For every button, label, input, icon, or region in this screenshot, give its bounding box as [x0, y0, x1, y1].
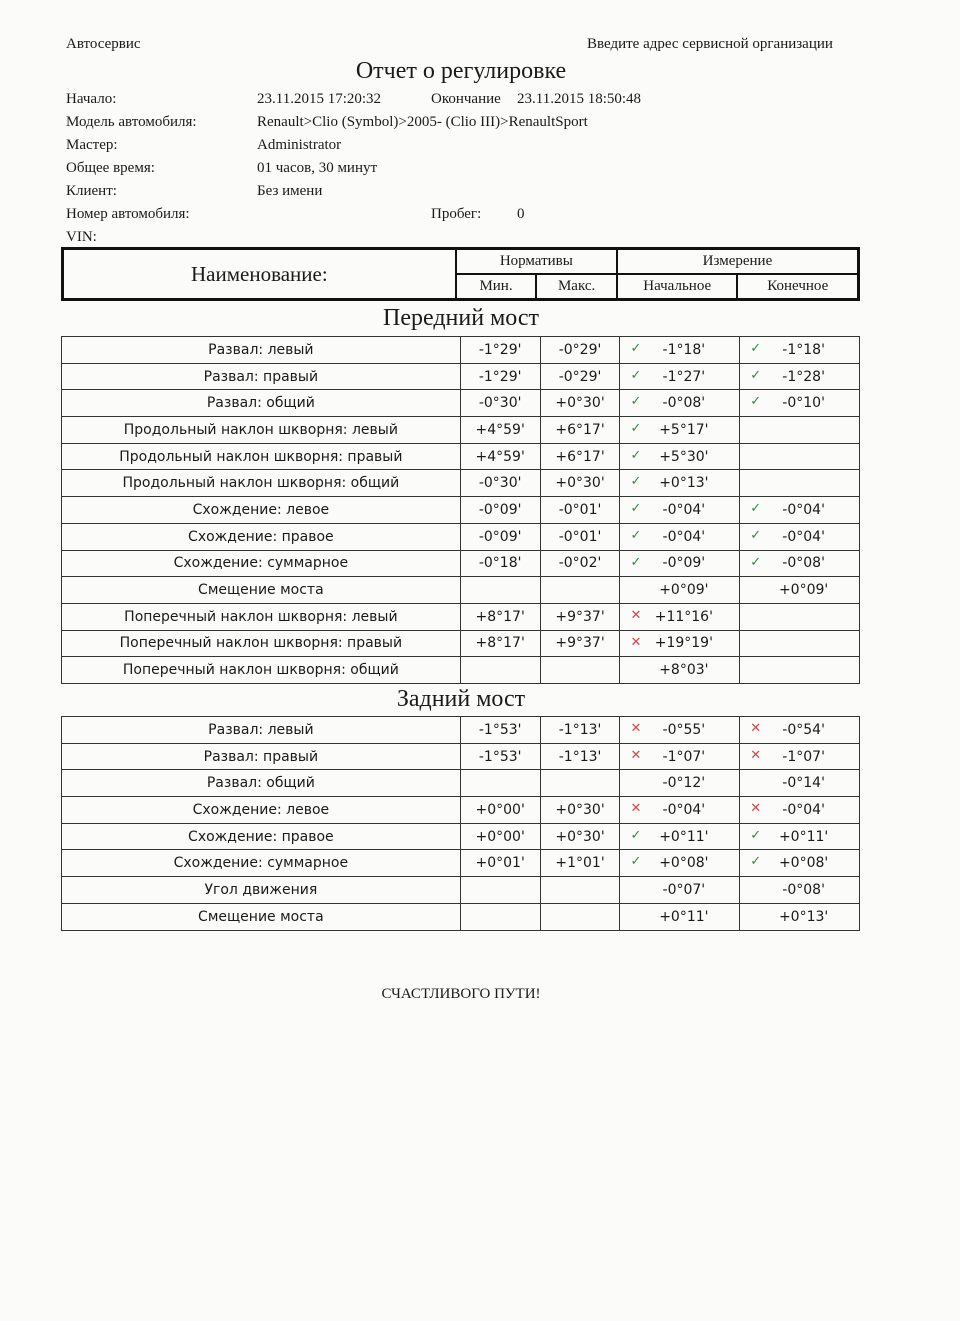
measure-value: +0°11' [778, 828, 829, 845]
table-row [62, 417, 860, 444]
row-initial [620, 850, 740, 877]
table-row [62, 497, 860, 524]
row-initial [620, 657, 740, 684]
row-final [740, 443, 860, 470]
measure-value: -0°07' [662, 881, 706, 898]
table-row [62, 523, 860, 550]
row-name: Развал: левый [62, 337, 461, 364]
row-max: -1°13' [540, 743, 620, 770]
cross-icon: ✕ [750, 747, 762, 763]
row-min [460, 770, 540, 797]
measure-value: -0°08' [662, 395, 706, 412]
row-min: -1°53' [460, 743, 540, 770]
col-max-header: Макс. [536, 274, 617, 300]
row-max [540, 577, 620, 604]
row-min: -0°30' [460, 390, 540, 417]
start-value: 23.11.2015 17:20:32 [257, 91, 382, 107]
row-initial [620, 470, 740, 497]
row-initial [620, 797, 740, 824]
rear-axle-table [61, 716, 860, 931]
row-name: Развал: правый [62, 743, 461, 770]
row-max: +0°30' [540, 470, 620, 497]
row-max: -0°01' [540, 523, 620, 550]
end-label: Окончание [431, 91, 501, 107]
measure-value: +0°13' [778, 908, 829, 925]
measure-value: -1°07' [782, 748, 825, 765]
cross-icon: ✕ [630, 747, 642, 763]
check-icon: ✓ [750, 501, 762, 517]
row-max: +0°30' [540, 390, 620, 417]
row-min: +8°17' [460, 630, 540, 657]
measure-value: +0°08' [659, 855, 709, 872]
table-row [62, 770, 860, 797]
row-final [740, 363, 860, 390]
check-icon: ✓ [750, 394, 762, 410]
row-min: -0°09' [460, 523, 540, 550]
measure-value: -1°07' [662, 748, 706, 765]
check-icon: ✓ [750, 527, 762, 543]
row-min: +8°17' [460, 603, 540, 630]
check-icon: ✓ [630, 854, 642, 870]
measure-value: -1°18' [782, 341, 825, 358]
check-icon: ✓ [630, 527, 642, 543]
plate-label: Номер автомобиля: [66, 206, 190, 222]
row-final [740, 770, 860, 797]
row-max: +6°17' [540, 417, 620, 444]
check-icon: ✓ [750, 341, 762, 356]
row-initial [620, 603, 740, 630]
row-final [740, 603, 860, 630]
service-label: Автосервис [66, 36, 141, 52]
row-initial [620, 717, 740, 744]
check-icon: ✓ [750, 854, 762, 870]
row-name: Поперечный наклон шкворня: левый [62, 603, 461, 630]
row-name: Развал: общий [62, 770, 461, 797]
check-icon: ✓ [630, 367, 642, 383]
row-name: Схождение: суммарное [62, 550, 461, 577]
table-row [62, 550, 860, 577]
row-final [740, 630, 860, 657]
row-min: +4°59' [460, 417, 540, 444]
row-min [460, 657, 540, 684]
measure-value: -1°27' [662, 368, 706, 385]
measure-value: +0°13' [659, 475, 709, 492]
measure-value: +0°08' [778, 855, 829, 872]
row-final [740, 577, 860, 604]
row-initial [620, 877, 740, 904]
front-axle-table [61, 336, 860, 684]
check-icon: ✓ [630, 421, 642, 437]
col-min-header: Мин. [456, 274, 537, 300]
measure-value: +5°17' [659, 421, 709, 438]
measure-value: -0°14' [782, 775, 825, 792]
front-axle-title: Передний мост [383, 305, 539, 331]
row-final [740, 497, 860, 524]
measure-value: +19°19' [654, 635, 713, 652]
cross-icon: ✕ [630, 801, 642, 817]
check-icon: ✓ [750, 554, 762, 570]
table-row [62, 443, 860, 470]
table-row [62, 577, 860, 604]
row-min [460, 577, 540, 604]
measure-value: -0°12' [662, 775, 706, 792]
row-final [740, 903, 860, 930]
row-min: +0°00' [460, 797, 540, 824]
master-label: Мастер: [66, 137, 118, 153]
row-name: Смещение моста [62, 577, 461, 604]
measure-value: -1°28' [782, 368, 825, 385]
check-icon: ✓ [630, 341, 642, 356]
row-min [460, 877, 540, 904]
row-initial [620, 390, 740, 417]
row-max: +1°01' [540, 850, 620, 877]
row-initial [620, 443, 740, 470]
col-norms-header: Нормативы [456, 249, 617, 275]
row-max [540, 657, 620, 684]
table-row [62, 603, 860, 630]
row-initial [620, 577, 740, 604]
table-row [62, 877, 860, 904]
row-initial [620, 770, 740, 797]
row-final [740, 337, 860, 364]
row-final [740, 877, 860, 904]
client-label: Клиент: [66, 183, 117, 199]
row-initial [620, 523, 740, 550]
mileage-label: Пробег: [431, 206, 482, 222]
row-name: Схождение: правое [62, 523, 461, 550]
row-max: +9°37' [540, 630, 620, 657]
start-label: Начало: [66, 91, 117, 107]
row-min: -1°29' [460, 363, 540, 390]
row-initial [620, 363, 740, 390]
row-initial [620, 337, 740, 364]
measure-value: -0°54' [782, 721, 825, 738]
row-max: -0°29' [540, 363, 620, 390]
total-time-value: 01 часов, 30 минут [257, 160, 378, 176]
check-icon: ✓ [630, 474, 642, 490]
row-name: Схождение: левое [62, 497, 461, 524]
row-initial [620, 550, 740, 577]
row-name: Угол движения [62, 877, 461, 904]
row-final [740, 470, 860, 497]
mileage-value: 0 [517, 206, 525, 222]
row-initial [620, 743, 740, 770]
row-max [540, 903, 620, 930]
check-icon: ✓ [630, 501, 642, 517]
row-min: +0°00' [460, 823, 540, 850]
check-icon: ✓ [630, 554, 642, 570]
row-initial [620, 823, 740, 850]
table-row [62, 850, 860, 877]
measure-value: +0°09' [778, 582, 829, 599]
col-name-header: Наименование: [63, 249, 456, 300]
measure-value: -0°04' [662, 501, 706, 518]
table-row [62, 903, 860, 930]
row-name: Продольный наклон шкворня: общий [62, 470, 461, 497]
master-value: Administrator [257, 137, 342, 153]
row-name: Развал: общий [62, 390, 461, 417]
row-max: +6°17' [540, 443, 620, 470]
total-time-label: Общее время: [66, 160, 155, 176]
row-name: Смещение моста [62, 903, 461, 930]
check-icon: ✓ [630, 447, 642, 463]
row-max [540, 770, 620, 797]
client-value: Без имени [257, 183, 323, 199]
column-header-table [61, 247, 860, 301]
row-final [740, 823, 860, 850]
table-row [62, 630, 860, 657]
row-name: Развал: правый [62, 363, 461, 390]
row-min: -0°18' [460, 550, 540, 577]
table-row [62, 823, 860, 850]
measure-value: -0°08' [782, 881, 825, 898]
end-value: 23.11.2015 18:50:48 [517, 91, 642, 107]
row-name: Поперечный наклон шкворня: общий [62, 657, 461, 684]
row-initial [620, 630, 740, 657]
check-icon: ✓ [630, 827, 642, 843]
measure-value: +8°03' [659, 662, 709, 679]
row-min: -1°53' [460, 717, 540, 744]
row-final [740, 657, 860, 684]
measure-value: +11°16' [654, 608, 713, 625]
measure-value: -0°09' [662, 555, 706, 572]
row-final [740, 850, 860, 877]
measure-value: +5°30' [659, 448, 709, 465]
measure-value: -0°10' [782, 395, 825, 412]
table-row [62, 657, 860, 684]
row-name: Развал: левый [62, 717, 461, 744]
measure-value: -1°18' [662, 341, 706, 358]
row-final [740, 417, 860, 444]
measure-value: -0°04' [662, 801, 706, 818]
cross-icon: ✕ [630, 634, 642, 650]
row-max: -0°29' [540, 337, 620, 364]
row-final [740, 797, 860, 824]
row-min: -0°09' [460, 497, 540, 524]
footer-message: СЧАСТЛИВОГО ПУТИ! [381, 986, 541, 1002]
row-max: +0°30' [540, 823, 620, 850]
row-initial [620, 903, 740, 930]
measure-value: -0°04' [782, 528, 825, 545]
row-name: Схождение: правое [62, 823, 461, 850]
row-min: +4°59' [460, 443, 540, 470]
table-row [62, 470, 860, 497]
table-row [62, 337, 860, 364]
check-icon: ✓ [750, 367, 762, 383]
row-name: Поперечный наклон шкворня: правый [62, 630, 461, 657]
row-min [460, 903, 540, 930]
rear-axle-title: Задний мост [396, 686, 526, 712]
table-row [62, 363, 860, 390]
row-max: -0°02' [540, 550, 620, 577]
model-value: Renault>Clio (Symbol)>2005- (Clio III)>RenaultSport [257, 114, 588, 130]
measure-value: +0°11' [659, 908, 709, 925]
measure-value: -0°55' [662, 721, 706, 738]
row-name: Продольный наклон шкворня: левый [62, 417, 461, 444]
check-icon: ✓ [630, 394, 642, 410]
page-title: Отчет о регулировке [355, 58, 567, 84]
check-icon: ✓ [750, 827, 762, 843]
row-min: -0°30' [460, 470, 540, 497]
cross-icon: ✕ [750, 721, 762, 736]
table-row [62, 390, 860, 417]
row-name: Схождение: суммарное [62, 850, 461, 877]
vin-label: VIN: [66, 229, 97, 245]
row-name: Схождение: левое [62, 797, 461, 824]
measure-value: +0°11' [659, 828, 709, 845]
measure-value: -0°04' [782, 501, 825, 518]
cross-icon: ✕ [630, 607, 642, 623]
col-final-header: Конечное [737, 274, 858, 300]
cross-icon: ✕ [750, 801, 762, 817]
row-initial [620, 417, 740, 444]
row-final [740, 390, 860, 417]
row-final [740, 550, 860, 577]
row-min: +0°01' [460, 850, 540, 877]
service-address: Введите адрес сервисной организации [587, 36, 833, 52]
row-final [740, 743, 860, 770]
measure-value: -0°04' [782, 801, 825, 818]
table-row [62, 717, 860, 744]
row-max [540, 877, 620, 904]
row-max: +0°30' [540, 797, 620, 824]
cross-icon: ✕ [630, 721, 642, 736]
row-min: -1°29' [460, 337, 540, 364]
row-initial [620, 497, 740, 524]
measure-value: -0°08' [782, 555, 825, 572]
table-row [62, 797, 860, 824]
row-name: Продольный наклон шкворня: правый [62, 443, 461, 470]
row-max: -1°13' [540, 717, 620, 744]
table-row [62, 743, 860, 770]
col-measure-header: Измерение [617, 249, 859, 275]
measure-value: -0°04' [662, 528, 706, 545]
col-initial-header: Начальное [617, 274, 738, 300]
row-max: -0°01' [540, 497, 620, 524]
row-final [740, 523, 860, 550]
row-final [740, 717, 860, 744]
row-max: +9°37' [540, 603, 620, 630]
measure-value: +0°09' [659, 582, 709, 599]
model-label: Модель автомобиля: [66, 114, 197, 130]
